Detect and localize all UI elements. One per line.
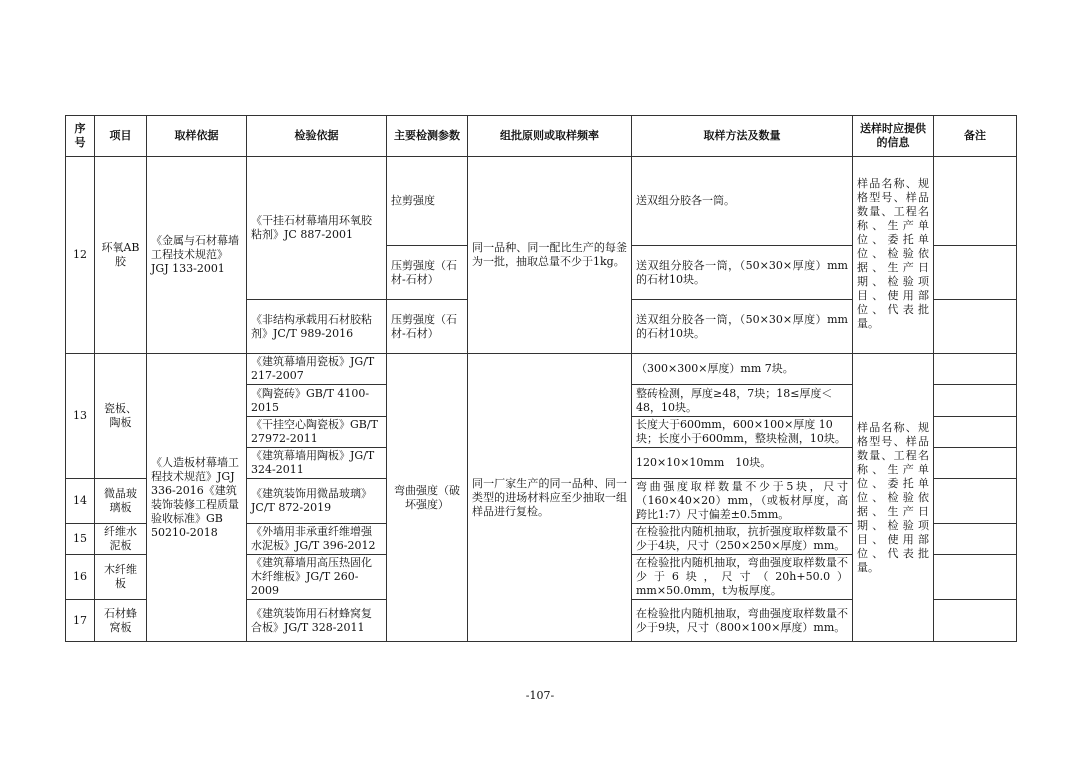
method-cell: 送双组分胶各一筒。	[632, 157, 853, 246]
method-cell: 120×10×10mm 10块。	[632, 448, 853, 479]
inspection-basis-cell: 《外墙用非承重纤维增强水泥板》JG/T 396-2012	[247, 524, 387, 555]
inspection-basis-cell: 《建筑装饰用微晶玻璃》JC/T 872-2019	[247, 479, 387, 524]
remarks-cell	[934, 417, 1017, 448]
header-inspection-basis: 检验依据	[247, 116, 387, 157]
remarks-cell	[934, 448, 1017, 479]
remarks-cell	[934, 354, 1017, 385]
method-cell: 送双组分胶各一筒，（50×30×厚度）mm的石材10块。	[632, 246, 853, 300]
method-cell: 整砖检测，厚度≥48，7块；18≤厚度＜48，10块。	[632, 385, 853, 417]
header-item: 项目	[95, 116, 147, 157]
seq-cell: 15	[66, 524, 95, 555]
item-cell: 木纤维板	[95, 555, 147, 600]
info-cell: 样品名称、规格型号、样品数量、工程名称、生产单位、委托单位、检验依据、生产日期、检验项目、使用部位、代表批量。	[853, 354, 934, 642]
inspection-basis-cell: 《陶瓷砖》GB/T 4100-2015	[247, 385, 387, 417]
table-header-row	[66, 116, 1017, 157]
seq-cell: 12	[66, 157, 95, 354]
inspection-basis-cell: 《非结构承载用石材胶粘剂》JC/T 989-2016	[247, 300, 387, 354]
seq-cell: 13	[66, 354, 95, 479]
batching-cell: 同一品种、同一配比生产的每釜为一批，抽取总量不少于1kg。	[468, 157, 632, 354]
sampling-basis-cell: 《人造板材幕墙工程技术规范》JGJ 336-2016《建筑装饰装修工程质量验收标准》GB 50210-2018	[147, 354, 247, 642]
method-cell: 弯曲强度取样数量不少于5块，尺寸（160×40×20）mm，（或板材厚度，高跨比1:7）尺寸偏差±0.5mm。	[632, 479, 853, 524]
param-cell: 压剪强度（石材-石材）	[387, 246, 468, 300]
method-cell: 在检验批内随机抽取，弯曲强度取样数量不少于9块，尺寸（800×100×厚度）mm。	[632, 600, 853, 642]
method-cell: 在检验批内随机抽取，抗折强度取样数量不少于4块，尺寸（250×250×厚度）mm。	[632, 524, 853, 555]
batching-cell: 同一厂家生产的同一品种、同一类型的进场材料应至少抽取一组样品进行复检。	[468, 354, 632, 642]
header-info-provided: 送样时应提供的信息	[853, 116, 934, 157]
method-cell: （300×300×厚度）mm 7块。	[632, 354, 853, 385]
item-cell: 纤维水泥板	[95, 524, 147, 555]
remarks-cell	[934, 385, 1017, 417]
param-cell: 弯曲强度（破坏强度）	[387, 354, 468, 642]
remarks-cell	[934, 555, 1017, 600]
remarks-cell	[934, 300, 1017, 354]
header-batching: 组批原则或取样频率	[468, 116, 632, 157]
remarks-cell	[934, 600, 1017, 642]
table-row	[66, 354, 1017, 385]
item-cell: 石材蜂窝板	[95, 600, 147, 642]
remarks-cell	[934, 246, 1017, 300]
item-cell: 微晶玻璃板	[95, 479, 147, 524]
header-main-params: 主要检测参数	[387, 116, 468, 157]
method-cell: 长度大于600mm，600×100×厚度 10块；长度小于600mm，整块检测，10块。	[632, 417, 853, 448]
inspection-basis-cell: 《干挂空心陶瓷板》GB/T 27972-2011	[247, 417, 387, 448]
seq-cell: 17	[66, 600, 95, 642]
inspection-sampling-table	[65, 115, 1017, 642]
method-cell: 送双组分胶各一筒，（50×30×厚度）mm的石材10块。	[632, 300, 853, 354]
param-cell: 压剪强度（石材-石材）	[387, 300, 468, 354]
seq-cell: 14	[66, 479, 95, 524]
header-method-qty: 取样方法及数量	[632, 116, 853, 157]
param-cell: 拉剪强度	[387, 157, 468, 246]
info-cell: 样品名称、规格型号、样品数量、工程名称、生产单位、委托单位、检验依据、生产日期、检验项目、使用部位、代表批量。	[853, 157, 934, 354]
page-number: -107-	[525, 689, 555, 702]
inspection-basis-cell: 《建筑幕墙用瓷板》JG/T 217-2007	[247, 354, 387, 385]
remarks-cell	[934, 524, 1017, 555]
inspection-basis-cell: 《建筑幕墙用陶板》JG/T 324-2011	[247, 448, 387, 479]
remarks-cell	[934, 157, 1017, 246]
inspection-basis-cell: 《建筑装饰用石材蜂窝复合板》JG/T 328-2011	[247, 600, 387, 642]
table-row	[66, 157, 1017, 246]
item-cell: 瓷板、陶板	[95, 354, 147, 479]
item-cell: 环氧AB胶	[95, 157, 147, 354]
seq-cell: 16	[66, 555, 95, 600]
header-remarks: 备注	[934, 116, 1017, 157]
header-seq: 序号	[66, 116, 95, 157]
remarks-cell	[934, 479, 1017, 524]
header-sampling-basis: 取样依据	[147, 116, 247, 157]
inspection-basis-cell: 《干挂石材幕墙用环氧胶粘剂》JC 887-2001	[247, 157, 387, 300]
inspection-basis-cell: 《建筑幕墙用高压热固化木纤维板》JG/T 260-2009	[247, 555, 387, 600]
method-cell: 在检验批内随机抽取，弯曲强度取样数量不少于6块，尺寸（20h+50.0）mm×50.0mm，t为板厚度。	[632, 555, 853, 600]
sampling-basis-cell: 《金属与石材幕墙工程技术规范》JGJ 133-2001	[147, 157, 247, 354]
